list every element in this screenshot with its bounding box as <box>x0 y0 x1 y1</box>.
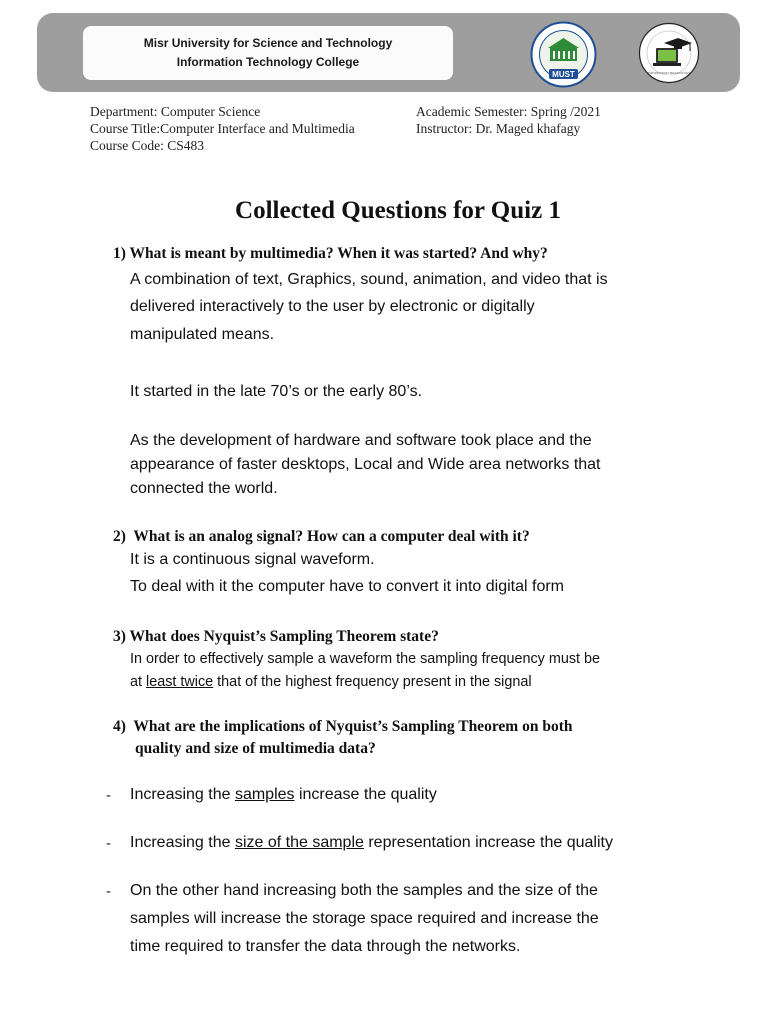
question-1-number: 1) <box>113 245 126 262</box>
answer-1-started: It started in the late 70’s or the early 80’s. <box>130 383 423 400</box>
college-logo-text: INFORMATION TECHNOLOGY <box>647 71 691 75</box>
samples-underline: samples <box>234 786 295 803</box>
question-3-text: What does Nyquist’s Sampling Theorem state? <box>129 628 439 645</box>
question-4-text-cont: quality and size of multimedia data? <box>135 740 376 757</box>
university-logo-text: MUST <box>552 70 575 79</box>
answer-1-why-line: As the development of hardware and software took place and the <box>130 432 592 449</box>
question-4-text: What are the implications of Nyquist’s Sampling Theorem on both <box>133 718 573 735</box>
institution-name-box <box>83 26 453 80</box>
question-1-text: What is meant by multimedia? When it was started? And why? <box>129 245 548 262</box>
question-1 <box>113 245 548 263</box>
answer-4-bullet-3-line: samples will increase the storage space required and increase the <box>130 910 599 927</box>
page-title: Collected Questions for Quiz 1 <box>235 197 561 224</box>
academic-semester: Academic Semester: Spring /2021 <box>416 104 601 119</box>
department: Department: Computer Science <box>90 104 261 119</box>
answer-1-line: manipulated means. <box>130 326 275 343</box>
instructor: Instructor: Dr. Maged khafagy <box>416 121 581 136</box>
answer-4-bullet-1: Increasing the samples increase the quality <box>130 786 437 803</box>
course-meta-left <box>90 103 355 154</box>
course-title: Course Title:Computer Interface and Multimedia <box>90 121 355 136</box>
college-logo <box>638 22 700 84</box>
answer-4-bullet-3-line: On the other hand increasing both the samples and the size of the <box>130 882 598 899</box>
answer-2-line: To deal with it the computer have to convert it into digital form <box>130 578 564 595</box>
bullet-marker: - <box>106 883 111 900</box>
answer-1-line: A combination of text, Graphics, sound, animation, and video that is <box>130 271 608 288</box>
question-2 <box>113 528 530 546</box>
question-4 <box>113 718 572 736</box>
answer-1-line: delivered interactively to the user by electronic or digitally <box>130 298 535 315</box>
question-3 <box>113 628 439 646</box>
course-meta-right <box>416 103 601 137</box>
question-2-number: 2) <box>113 528 126 545</box>
answer-4-bullet-2: Increasing the size of the sample representation increase the quality <box>130 834 613 851</box>
question-2-text: What is an analog signal? How can a computer deal with it? <box>133 528 530 545</box>
college-name: Information Technology College <box>176 55 360 69</box>
university-name: Misr University for Science and Technology <box>143 36 393 50</box>
least-twice-underline: least twice <box>146 674 214 690</box>
course-code: Course Code: CS483 <box>90 138 205 153</box>
bullet-marker: - <box>106 787 111 804</box>
answer-1-why-line: connected the world. <box>130 480 278 497</box>
answer-3-line: In order to effectively sample a waveform the sampling frequency must be <box>130 651 601 667</box>
answer-2-line: It is a continuous signal waveform. <box>130 551 375 568</box>
answer-4-bullet-3-line: time required to transfer the data through the networks. <box>130 938 521 955</box>
university-logo <box>530 21 597 88</box>
answer-3-line: at least twice that of the highest frequency present in the signal <box>130 674 532 690</box>
size-of-sample-underline: size of the sample <box>234 834 364 851</box>
answer-1-why-line: appearance of faster desktops, Local and Wide area networks that <box>130 456 601 473</box>
question-3-number: 3) <box>113 628 126 645</box>
question-4-number: 4) <box>113 718 126 735</box>
bullet-marker: - <box>106 835 111 852</box>
